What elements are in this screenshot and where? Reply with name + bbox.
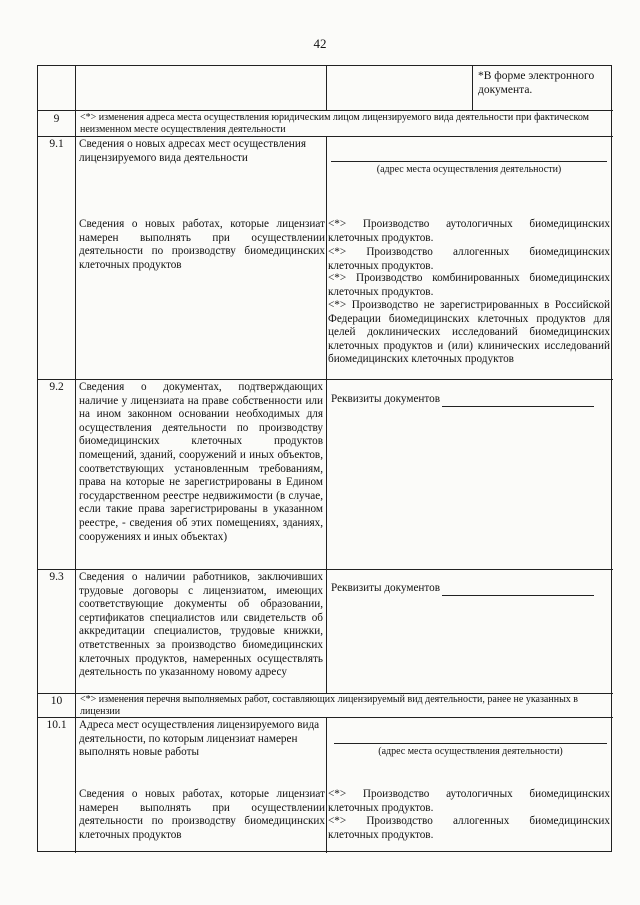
- row-9-2-requisites-blank[interactable]: [442, 396, 594, 407]
- row-9-1-option-unregistered: <*> Производство не зарегистрированных в Российской Федерации биомедицинских клеточных продуктов для целей доклинических исследований биомедицинских клеточных продуктов и (или) клинических исследований биомедицинских клеточных продуктов: [328, 299, 610, 366]
- row-9-1-address-caption: (адрес места осуществления деятельности): [376, 164, 562, 175]
- row-9-1-addresses-label: Сведения о новых адресах мест осуществления лицензируемого вида деятельности: [79, 138, 306, 164]
- row-9-1-works-label: Сведения о новых работах, которые лицензиат намерен выполнять при осуществлении деятельности по производству биомедицинских клеточных продуктов: [79, 218, 325, 271]
- row-9-2-number: 9.2: [49, 381, 64, 393]
- row-10-1-option-allogeneic: <*> Производство аллогенных биомедицинских клеточных продуктов.: [328, 815, 610, 841]
- row-9-2-requisites-label: Реквизиты документов: [331, 393, 441, 405]
- row-10-1-address-caption: (адрес места осуществления деятельности): [378, 746, 563, 757]
- section-10-number: 10: [50, 695, 63, 707]
- col-divider-mid-10: [326, 717, 327, 853]
- row-9-2-documents-label: Сведения о документах, подтверждающих наличие у лицензиата на праве собственности или на ином законном основании необходимых для осуществления деятельности по производству биомедицинских клеточных продуктов помещений, зданий, сооружений и иных объектов, соответствующих установленным требованиям, права на которые не зарегистрированы в Едином государственном реестре недвижимости (в случае, если такие права зарегистрированы в указанном реестре, - сведения об этих помещениях, зданиях, сооружениях и иных объектах): [79, 381, 323, 543]
- row-10-1-works-label: Сведения о новых работах, которые лицензиат намерен выполнять при осуществлении деятельности по производству биомедицинских клеточных продуктов: [79, 788, 325, 841]
- page-number: 42: [313, 36, 327, 51]
- row-10-1-address-line: [334, 743, 607, 744]
- col-divider-mid-upper: [326, 66, 327, 110]
- row-9-1-option-combined: <*> Производство комбинированных биомедицинских клеточных продуктов.: [328, 272, 610, 298]
- row-9-3-requisites-blank[interactable]: [442, 585, 594, 596]
- row-rule: [38, 110, 613, 111]
- row-rule: [38, 717, 613, 718]
- section-9-number: 9: [53, 113, 60, 125]
- row-rule: [38, 379, 613, 380]
- row-9-3-requisites: [331, 582, 611, 596]
- row-9-1-option-allogeneic: <*> Производство аллогенных биомедицинских клеточных продуктов.: [328, 246, 610, 272]
- row-10-1-number: 10.1: [46, 719, 67, 731]
- row-9-3-number: 9.3: [49, 571, 64, 583]
- col-divider-num: [75, 66, 76, 853]
- col-divider-mid-9: [326, 136, 327, 693]
- section-9-title: <*> изменения адреса места осуществления юридическим лицом лицензируемого вида деятельности при фактическом неизменном месте осуществления деятельности: [80, 112, 589, 135]
- col-divider-right-header: [472, 66, 473, 110]
- row-9-1-address-line: [331, 161, 607, 162]
- row-9-3-staff-label: Сведения о наличии работников, заключивших трудовые договоры с лицензиатом, имеющих соответствующие документы об образовании, сертификатов специалистов или свидетельств об аккредитации специалистов, трудовые книжки, ответственных за производство биомедицинских клеточных продуктов, намеренных осуществлять деятельность по указанному новому адресу: [79, 571, 323, 679]
- electronic-form-note: *В форме электронного документа.: [478, 70, 595, 96]
- row-rule: [38, 569, 613, 570]
- row-9-2-requisites: [331, 393, 611, 407]
- row-9-1-option-autologous: <*> Производство аутологичных биомедицинских клеточных продуктов.: [328, 218, 610, 244]
- row-9-1-number: 9.1: [49, 138, 64, 150]
- section-10-title: <*> изменения перечня выполняемых работ, составляющих лицензируемый вид деятельности, ранее не указанных в лицензии: [80, 694, 579, 717]
- row-10-1-addresses-label: Адреса мест осуществления лицензируемого вида деятельности, по которым лицензиат намерен выполнять новые работы: [79, 719, 320, 759]
- row-10-1-option-autologous: <*> Производство аутологичных биомедицинских клеточных продуктов.: [328, 788, 610, 814]
- row-9-3-requisites-label: Реквизиты документов: [331, 582, 441, 594]
- form-table: [37, 65, 612, 852]
- row-rule: [38, 136, 613, 137]
